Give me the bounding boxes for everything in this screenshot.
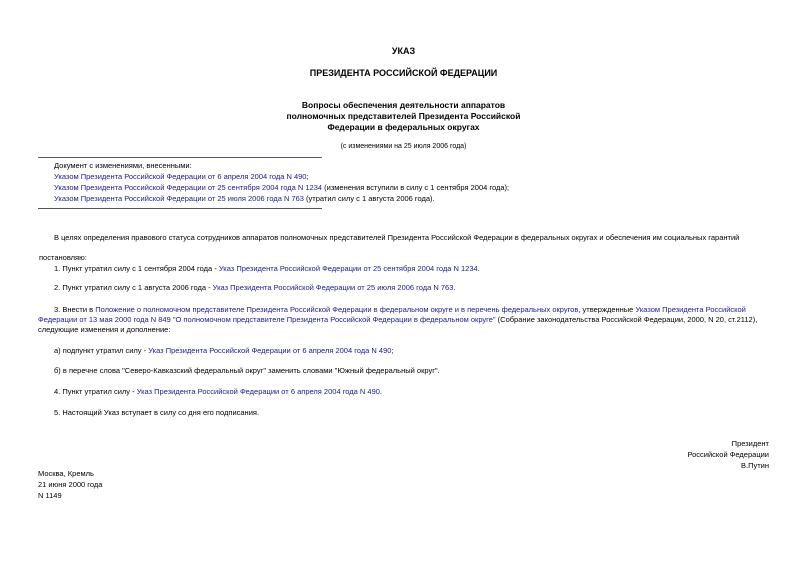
paragraph-1 bbox=[54, 264, 789, 273]
amendment-link[interactable]: Указом Президента Российской Федерации от 6 апреля 2004 года N 490 bbox=[54, 172, 307, 181]
amendments-intro: Документ с изменениями, внесенными: bbox=[54, 161, 192, 170]
document-number: N 1149 bbox=[38, 491, 62, 500]
subparagraph-a bbox=[54, 346, 789, 355]
paragraph-end: . bbox=[379, 387, 383, 396]
amendment-suffix: (утратил силу с 1 августа 2006 года). bbox=[303, 194, 435, 203]
signature-country: Российской Федерации bbox=[687, 450, 769, 459]
signing-place: Москва, Кремль bbox=[38, 469, 94, 478]
paragraph-link[interactable]: Указ Президента Российской Федерации от 25 сентября 2004 года N 1234 bbox=[218, 264, 478, 273]
revision-note: (с изменениями на 25 июля 2006 года) bbox=[340, 143, 467, 150]
signature-title: Президент bbox=[731, 439, 769, 448]
amendments-bottom-divider bbox=[38, 208, 322, 209]
signature-name: В.Путин bbox=[741, 461, 769, 470]
paragraph-text: 3. Внести в bbox=[54, 305, 96, 314]
decree-849-link[interactable]: Указом Президента Российской Федерации от 13 мая 2000 года N 849 "О полномочном представителе Президента Российской Федерации в федеральном округе" bbox=[38, 305, 746, 324]
paragraph-end: . bbox=[453, 283, 456, 292]
paragraph-text: 1. Пункт утратил силу с 1 сентября 2004 года - bbox=[54, 264, 219, 273]
amendment-suffix: (изменения вступили в силу с 1 сентября 2004 года); bbox=[322, 183, 510, 192]
paragraph-text: а) подпункт утратил силу - bbox=[54, 346, 149, 355]
paragraph-text: , утвержденные bbox=[578, 305, 636, 314]
paragraph-text: (Собрание законодательства Российской Федерации, 2000, N 20, ст.2112), следующие изменения и дополнение: bbox=[38, 315, 758, 334]
paragraph-2 bbox=[54, 283, 789, 292]
paragraph-4 bbox=[54, 387, 789, 396]
amendment-item bbox=[54, 172, 789, 181]
preamble: В целях определения правового статуса сотрудников аппаратов полномочных представителей Президента Российской Федерации в федеральных округах и обеспечения им социальных гарантий bbox=[54, 233, 740, 242]
document-subject-line-1: Вопросы обеспечения деятельности аппаратов bbox=[301, 100, 506, 110]
amendment-suffix: ; bbox=[306, 172, 309, 181]
paragraph-end: . bbox=[477, 264, 480, 273]
paragraph-3 bbox=[38, 305, 773, 335]
document-subject-line-3: Федерации в федеральных округах bbox=[327, 122, 480, 132]
paragraph-text: 4. Пункт утратил силу - bbox=[54, 387, 137, 396]
paragraph-link[interactable]: Указ Президента Российской Федерации от 25 июля 2006 года N 763 bbox=[212, 283, 454, 292]
paragraph-end: ; bbox=[391, 346, 394, 355]
paragraph-5: 5. Настоящий Указ вступает в силу со дня его подписания. bbox=[54, 408, 260, 417]
paragraph-link[interactable]: Указ Президента Российской Федерации от 6 апреля 2004 года N 490 bbox=[136, 387, 380, 396]
amendment-item bbox=[54, 183, 789, 192]
subparagraph-b: б) в перечне слова "Северо-Кавказский федеральный округ" заменить словами "Южный федеральный округ". bbox=[54, 366, 440, 375]
regulation-link[interactable]: Положение о полномочном представителе Президента Российской Федерации в федеральном округе и в перечень федеральных округов bbox=[95, 305, 579, 314]
signing-date: 21 июня 2000 года bbox=[38, 480, 103, 489]
document-subject-line-2: полномочных представителей Президента Российской bbox=[286, 111, 521, 121]
paragraph-text: 2. Пункт утратил силу с 1 августа 2006 года - bbox=[54, 283, 213, 292]
document-type: УКАЗ bbox=[391, 46, 416, 56]
amendment-item bbox=[54, 194, 789, 203]
resolve-word: постановляю: bbox=[39, 253, 87, 262]
document-issuer: ПРЕЗИДЕНТА РОССИЙСКОЙ ФЕДЕРАЦИИ bbox=[309, 68, 498, 78]
amendment-link[interactable]: Указом Президента Российской Федерации от 25 июля 2006 года N 763 bbox=[54, 194, 304, 203]
amendments-top-divider bbox=[38, 157, 322, 158]
amendment-link[interactable]: Указом Президента Российской Федерации от 25 сентября 2004 года N 1234 bbox=[54, 183, 323, 192]
paragraph-link[interactable]: Указ Президента Российской Федерации от 6 апреля 2004 года N 490 bbox=[148, 346, 392, 355]
